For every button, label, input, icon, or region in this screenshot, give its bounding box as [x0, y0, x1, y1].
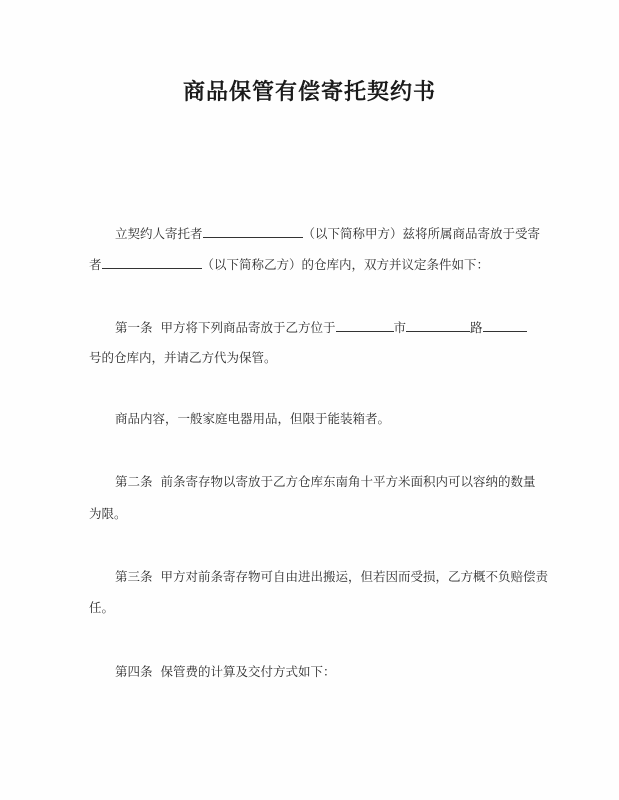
article4-text: 保管费的计算及交付方式如下：	[160, 664, 336, 679]
city-label: 市	[393, 320, 407, 335]
article3-text: 甲方对前条寄存物可自由进出搬运，但若因而受损，乙方概不负赔偿责	[160, 569, 549, 584]
article1-line-2	[89, 350, 277, 366]
road-label: 路	[470, 320, 483, 335]
document-title: 商品保管有偿寄托契约书	[182, 79, 436, 105]
article2-line-2	[89, 506, 127, 522]
intro-prefix: 立契约人寄托者	[115, 226, 203, 241]
article1-label: 第一条	[115, 320, 153, 335]
road-blank[interactable]	[406, 319, 470, 332]
intro-line2-prefix: 者	[89, 257, 102, 272]
intro-line-2	[89, 256, 489, 273]
article2-line-1	[115, 474, 536, 490]
intro-suffix: （以下简称甲方）兹将所属商品寄放于受寄	[302, 226, 541, 241]
consignor-name-blank[interactable]	[203, 225, 303, 238]
goods-text: 商品内容，一般家庭电器用品，但限于能装箱者。	[115, 411, 391, 426]
custodian-name-blank[interactable]	[102, 256, 202, 269]
article3-line-2	[89, 600, 114, 616]
goods-line	[115, 411, 390, 427]
article3-line-1	[115, 569, 548, 585]
article1-text: 甲方将下列商品寄放于乙方位于	[160, 320, 336, 335]
article2-text: 前条寄存物以寄放于乙方仓库东南角十平方米面积内可以容纳的数量	[160, 474, 536, 489]
article2-text-2: 为限。	[89, 506, 127, 521]
article4-label: 第四条	[115, 664, 153, 679]
article1-text-2: 号的仓库内，并请乙方代为保管。	[89, 350, 277, 365]
article3-label: 第三条	[115, 569, 153, 584]
intro-line-1	[115, 225, 540, 242]
article4-line-1	[115, 664, 336, 680]
article3-text-2: 任。	[89, 600, 115, 615]
number-blank[interactable]	[483, 319, 527, 332]
city-blank[interactable]	[336, 319, 394, 332]
article1-line-1	[115, 319, 527, 336]
article2-label: 第二条	[115, 474, 153, 489]
intro-line2-suffix: （以下简称乙方）的仓库内，双方并议定条件如下：	[201, 257, 490, 272]
